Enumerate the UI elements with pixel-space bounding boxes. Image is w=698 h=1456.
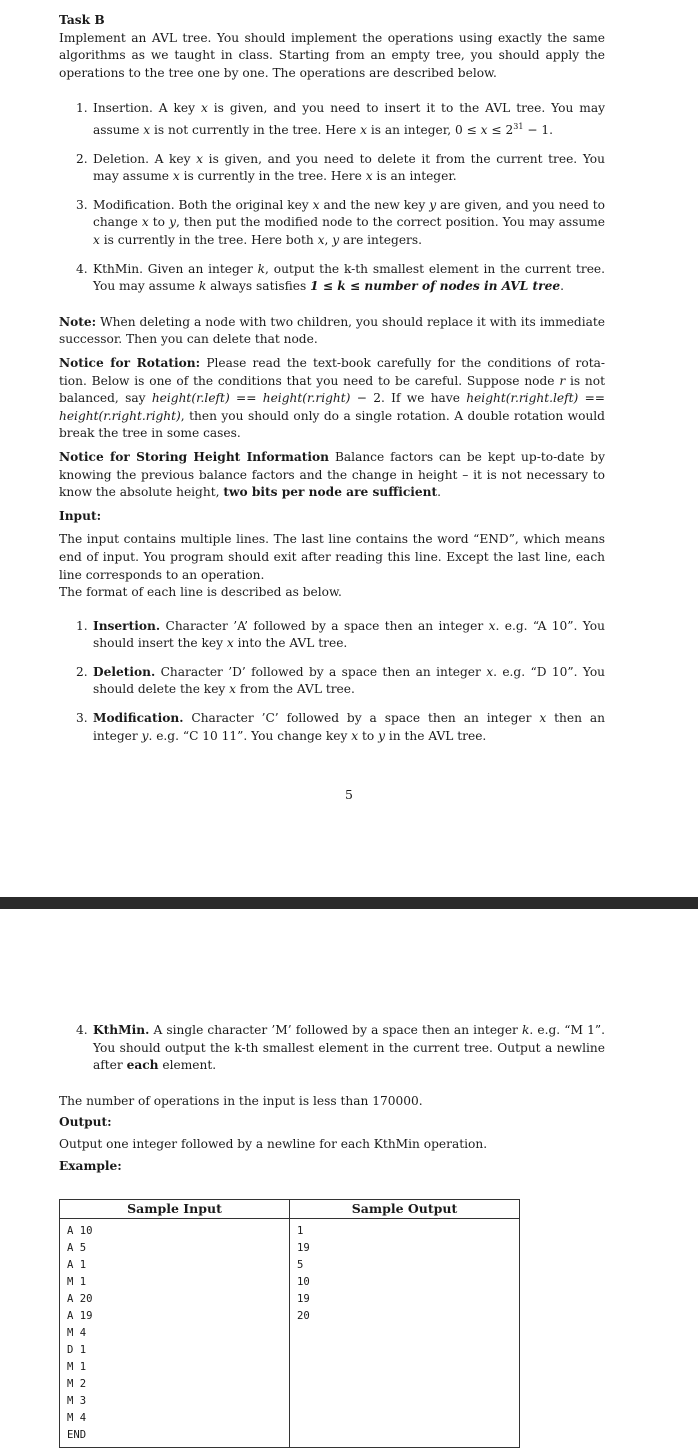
page-6-content (59, 1022, 605, 1175)
sample-input-line: A 20 (67, 1293, 93, 1305)
height-paragraph: Notice for Storing Height Information Balance factors can be kept up-to-date by knowing the previous balance factors and the change in height – it is not necessary to know the absolute height, two bits per node are sufficient. (59, 449, 605, 500)
sample-output-line: 19 (297, 1242, 310, 1254)
example-heading: Example: (59, 1158, 122, 1173)
sample-input-line: M 4 (67, 1412, 87, 1424)
sample-output-line: 19 (297, 1293, 310, 1305)
sample-input-line: A 10 (67, 1225, 93, 1237)
input-paragraph: The input contains multiple lines. The last line contains the word “END”, which means end of input. You program should exit after reading this line. Except the last line, each line corresponds to an operation. (59, 532, 605, 582)
operation-item-deletion: 2. Deletion. A key x is given, and you need to delete it from the current tree. You may assume x is currently in the tree. Here x is an integer. (76, 151, 605, 184)
output-heading: Output: (59, 1115, 112, 1130)
sample-input-header: Sample Input (60, 1200, 290, 1219)
operations-list (59, 100, 605, 295)
sample-io-table (59, 1199, 520, 1448)
sample-input-line: A 5 (67, 1242, 87, 1254)
page-separator (0, 897, 698, 909)
sample-input-line: M 2 (67, 1378, 87, 1390)
sample-output-line: 5 (297, 1259, 304, 1271)
sample-output-line: 20 (297, 1310, 310, 1322)
sample-input-line: M 3 (67, 1395, 87, 1407)
operation-item-insertion: 1. Insertion. A key x is given, and you need to insert it to the AVL tree. You may assume x is not currently in the tree. Here x is an integer, $0 \le x \le 2^{31} - 1$. (76, 101, 605, 138)
format-list-continued (59, 1022, 605, 1075)
format-item-insertion: 1. Insertion. Character ’A’ followed by a space then an integer x. e.g. “A 10”. You should insert the key x into the AVL tree. (76, 618, 605, 651)
sample-output-cell (290, 1219, 520, 1448)
ops-count-paragraph: The number of operations in the input is less than 170000. (59, 1093, 423, 1108)
sample-input-line: M 1 (67, 1276, 87, 1288)
sample-output-line: 10 (297, 1276, 310, 1288)
sample-input-line: M 1 (67, 1361, 87, 1373)
input-heading: Input: (59, 508, 102, 523)
intro-paragraph: Implement an AVL tree. You should implement the operations using exactly the same algorithms as we taught in class. Starting from an empty tree, you should apply the operations to the tree one by one. The operations are described below. (59, 30, 605, 80)
operation-item-kthmin: 4. KthMin. Given an integer k, output the k-th smallest element in the current tree. You may assume k always satisfies 1 ≤ k ≤ number of nodes in AVL tree. (76, 261, 606, 294)
note-paragraph: Note: When deleting a node with two children, you should replace it with its immediate successor. Then you can delete that node. (59, 314, 605, 347)
sample-input-cell (60, 1219, 290, 1448)
format-list (59, 618, 605, 746)
sample-input-line: D 1 (67, 1344, 87, 1356)
operation-item-modification: 3. Modification. Both the original key x and the new key y are given, and you need to change x to y, then put the modified node to the correct position. You may assume x is currently in the tree. Here both x, y are integers. (76, 197, 605, 247)
page-5-content (59, 12, 605, 745)
sample-output-header: Sample Output (290, 1200, 520, 1219)
task-title: Task B (59, 13, 105, 27)
format-intro: The format of each line is described as below. (59, 585, 342, 600)
format-item-kthmin: 4. KthMin. A single character ’M’ followed by a space then an integer k. e.g. “M 1”. You should output the k-th smallest element in the current tree. Output a newline after each element. (76, 1023, 606, 1073)
rotation-paragraph: Notice for Rotation: Please read the text-book carefully for the conditions of rota-tion. Below is one of the conditions that you need to be careful. Suppose node r is not balanced, say height(r.left) == height(r.right) − 2. If we have height(r.right.left) == height(r.right.right), then you should only do a single rotation. A double rotation would break the tree in some cases. (59, 355, 606, 441)
sample-output-line: 1 (297, 1225, 304, 1237)
format-item-modification: 3. Modification. Character ’C’ followed by a space then an integer x then an integer y. e.g. “C 10 11”. You change key x to y in the AVL tree. (76, 711, 605, 743)
format-item-deletion: 2. Deletion. Character ’D’ followed by a space then an integer x. e.g. “D 10”. You should delete the key x from the AVL tree. (76, 664, 606, 697)
sample-input-line: M 4 (67, 1327, 87, 1339)
sample-input-line: A 19 (67, 1310, 93, 1322)
output-paragraph: Output one integer followed by a newline for each KthMin operation. (59, 1136, 488, 1151)
sample-input-line: END (67, 1429, 87, 1441)
page-number: 5 (345, 787, 353, 802)
sample-input-line: A 1 (67, 1259, 87, 1271)
